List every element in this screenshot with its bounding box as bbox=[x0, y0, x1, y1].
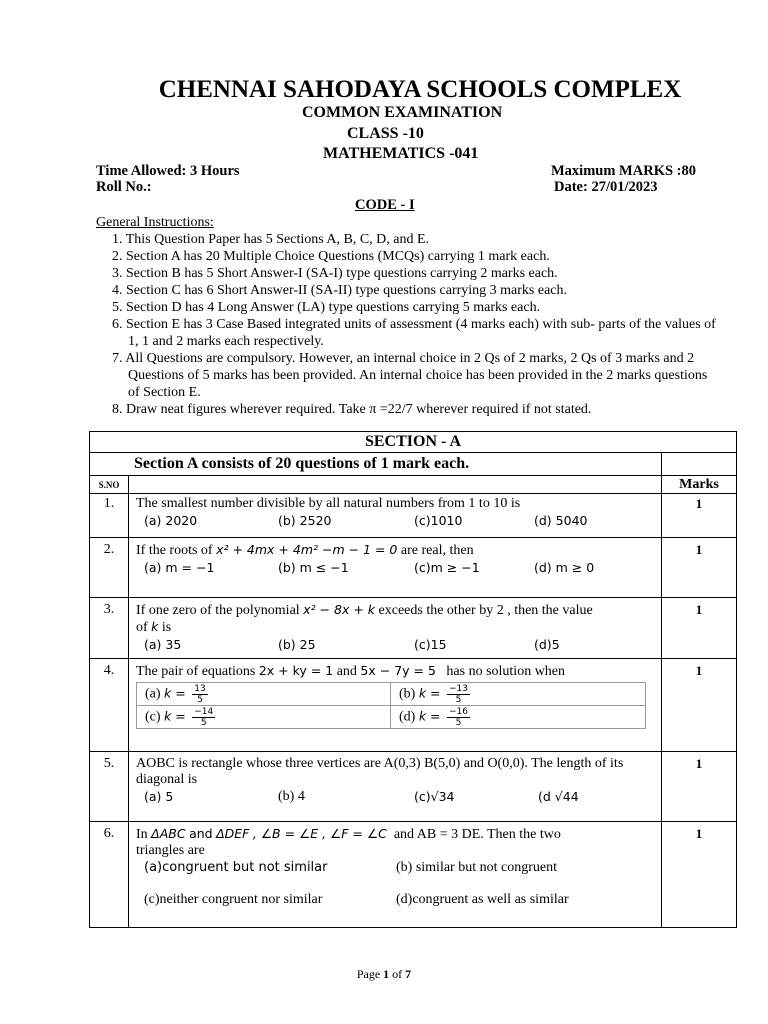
option-c: (c)15 bbox=[414, 637, 447, 652]
option-b: (b) 2520 bbox=[278, 513, 332, 528]
fraction: $\frac{-14}{5}$ bbox=[194, 706, 214, 728]
question-number: 1. bbox=[90, 494, 129, 538]
question-number: 3. bbox=[90, 598, 129, 659]
maximum-marks: Maximum MARKS :80 bbox=[551, 163, 696, 179]
instructions-heading: General Instructions: bbox=[96, 215, 214, 230]
instruction-item: 8. Draw neat figures wherever required. Take π =22/7 wherever required if not stated. bbox=[112, 402, 592, 417]
table-row bbox=[90, 659, 737, 752]
option-d: (d √44 bbox=[538, 789, 579, 804]
option-b: (b) similar but not congruent bbox=[396, 860, 557, 875]
question-text: If one zero of the polynomial x² − 8x + k exceeds the other by 2 , then the value bbox=[136, 602, 593, 618]
option-b: (b) m ≤ −1 bbox=[278, 560, 349, 575]
option-c: (c)neither congruent nor similar bbox=[144, 892, 323, 907]
question-table bbox=[89, 431, 737, 928]
option-d: (d)5 bbox=[534, 637, 560, 652]
options-row bbox=[144, 892, 657, 908]
quadratic-expression: x² + 4mx + 4m² −m − 1 = 0 bbox=[216, 542, 398, 557]
options-row bbox=[144, 513, 657, 529]
table-row bbox=[90, 752, 737, 822]
question-marks: 1 bbox=[662, 494, 737, 538]
instruction-item: 2. Section A has 20 Multiple Choice Questions (MCQs) carrying 1 mark each. bbox=[112, 249, 550, 264]
marks-header: Marks bbox=[662, 476, 737, 494]
instruction-item: 6. Section E has 3 Case Based integrated units of assessment (4 marks each) with sub- parts of the values of 1, 1 and 2 marks each respectively. bbox=[112, 317, 716, 349]
school-title: CHENNAI SAHODAYA SCHOOLS COMPLEX bbox=[158, 76, 682, 103]
option-a: (a) 5 bbox=[144, 789, 174, 804]
option-b: (b) 4 bbox=[278, 789, 305, 804]
option-b: (b) k = $\frac{-13}{5}$ bbox=[391, 683, 646, 706]
question-cell bbox=[129, 538, 662, 598]
section-subtitle: Section A consists of 20 questions of 1 mark each. bbox=[90, 453, 662, 476]
question-marks: 1 bbox=[662, 659, 737, 752]
sno-header: S.NO bbox=[90, 476, 129, 494]
question-number: 6. bbox=[90, 822, 129, 928]
section-title: SECTION - A bbox=[90, 432, 737, 453]
option-c: (c)√34 bbox=[414, 789, 455, 804]
option-c: (c) k = $\frac{-14}{5}$ bbox=[137, 706, 391, 729]
option-a: (a) m = −1 bbox=[144, 560, 215, 575]
question-marks: 1 bbox=[662, 822, 737, 928]
options-row bbox=[144, 560, 657, 576]
roll-no: Roll No.: bbox=[96, 179, 152, 195]
question-text: In ΔABC and ΔDEF , ∠B = ∠E , ∠F = ∠C and AB = 3 DE. Then the two bbox=[136, 826, 561, 842]
fraction: $\frac{13}{5}$ bbox=[194, 683, 206, 705]
option-a: (a) 35 bbox=[144, 637, 182, 652]
question-cell bbox=[129, 752, 662, 822]
class-label: CLASS -10 bbox=[347, 125, 424, 142]
option-d: (d) 5040 bbox=[534, 513, 588, 528]
options-row bbox=[144, 789, 657, 805]
page-total: 7 bbox=[405, 967, 412, 981]
equation-2: 5x − 7y = 5 bbox=[360, 663, 436, 678]
question-text: The pair of equations 2x + ky = 1 and 5x − 7y = 5 has no solution when bbox=[136, 663, 566, 679]
option-c: (c)1010 bbox=[414, 513, 463, 528]
polynomial-expression: x² − 8x + k bbox=[303, 602, 376, 617]
table-row bbox=[90, 538, 737, 598]
instruction-item: 7. All Questions are compulsory. However, an internal choice in 2 Qs of 2 marks, 2 Qs of 3 marks and 2 Questions of 5 marks has been provided. An internal choice has been provided in the 2 marks questions of Section E. bbox=[112, 351, 708, 400]
question-text: If the roots of x² + 4mx + 4m² −m − 1 = 0 are real, then bbox=[136, 542, 474, 558]
question-marks: 1 bbox=[662, 598, 737, 659]
table-row bbox=[90, 822, 737, 928]
option-a: (a) k = $\frac{13}{5}$ bbox=[137, 683, 391, 706]
question-cell: In ΔABC and ΔDEF , ∠B = ∠E , ∠F = ∠C and AB = 3 DE. Then the two triangles are (a)congruent but not similar (b) similar but not congruent (c)neither congruent nor similar (d)congruent as well as similar bbox=[129, 822, 662, 928]
question-marks: 1 bbox=[662, 752, 737, 822]
exam-date: Date: 27/01/2023 bbox=[554, 179, 658, 195]
table-row bbox=[90, 598, 737, 659]
question-cell bbox=[129, 494, 662, 538]
paper-code: CODE - I bbox=[355, 197, 415, 213]
option-c: (c)m ≥ −1 bbox=[414, 560, 480, 575]
instruction-item: 4. Section C has 6 Short Answer-II (SA-II) type questions carrying 3 marks each. bbox=[112, 283, 568, 298]
options-row bbox=[144, 860, 657, 876]
question-text: AOBC is rectangle whose three vertices are A(0,3) B(5,0) and O(0,0). The length of its diagonal is bbox=[136, 756, 624, 787]
option-d: (d) k = $\frac{-16}{5}$ bbox=[391, 706, 646, 729]
page-footer: Page 1 of 7 bbox=[356, 967, 412, 981]
fraction: $\frac{-16}{5}$ bbox=[449, 706, 469, 728]
fraction: $\frac{-13}{5}$ bbox=[449, 683, 469, 705]
option-a: (a)congruent but not similar bbox=[144, 860, 328, 875]
instruction-item: 3. Section B has 5 Short Answer-I (SA-I) type questions carrying 2 marks each. bbox=[112, 266, 558, 281]
instruction-item: 5. Section D has 4 Long Answer (LA) type questions carrying 5 marks each. bbox=[112, 300, 541, 315]
options-row bbox=[144, 637, 657, 653]
question-marks: 1 bbox=[662, 538, 737, 598]
instruction-item: 1. This Question Paper has 5 Sections A, B, C, D, and E. bbox=[112, 232, 430, 247]
option-b: (b) 25 bbox=[278, 637, 316, 652]
time-allowed: Time Allowed: 3 Hours bbox=[96, 163, 240, 179]
option-a: (a) 2020 bbox=[144, 513, 198, 528]
options-grid bbox=[136, 682, 646, 729]
table-row bbox=[90, 494, 737, 538]
question-text: The smallest number divisible by all natural numbers from 1 to 10 is bbox=[136, 496, 521, 511]
option-d: (d) m ≥ 0 bbox=[534, 560, 595, 575]
question-cell: If one zero of the polynomial x² − 8x + k exceeds the other by 2 , then the value of k is (a) 35 (b) 25 (c)15 (d)5 bbox=[129, 598, 662, 659]
question-number: 5. bbox=[90, 752, 129, 822]
subject-label: MATHEMATICS -041 bbox=[323, 145, 479, 162]
option-d: (d)congruent as well as similar bbox=[396, 892, 569, 907]
exam-name: COMMON EXAMINATION bbox=[302, 104, 503, 121]
question-number: 2. bbox=[90, 538, 129, 598]
page-number: 1 bbox=[383, 967, 390, 981]
question-cell bbox=[129, 659, 662, 752]
question-number: 4. bbox=[90, 659, 129, 752]
equation-1: 2x + ky = 1 bbox=[258, 663, 334, 678]
instructions-list bbox=[112, 231, 722, 418]
